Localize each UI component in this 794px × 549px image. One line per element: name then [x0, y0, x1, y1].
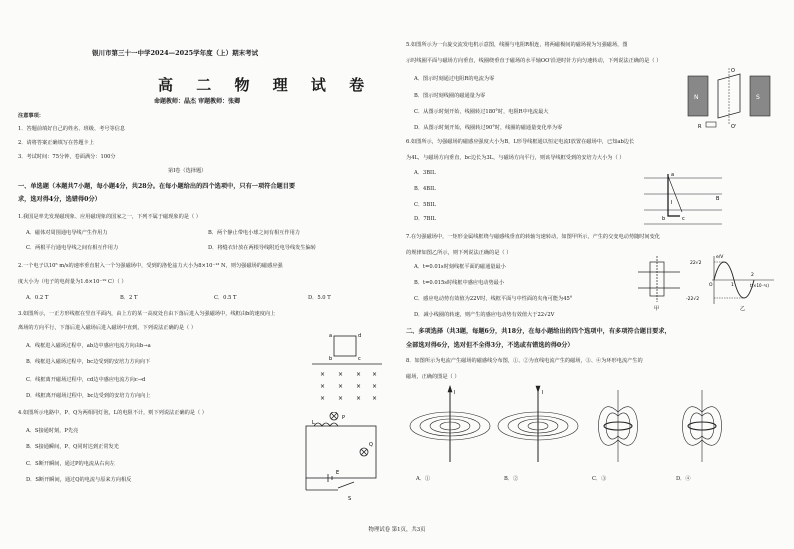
- q4-circuit: [298, 412, 382, 504]
- label-b: b: [329, 356, 333, 362]
- label-b-field: B: [716, 196, 720, 202]
- q5-generator-figure: [684, 66, 774, 132]
- q8-field-diagrams: [406, 382, 778, 474]
- q4-option-d: D．S断开瞬间，通过Q的电流与原来方向相反: [26, 477, 132, 483]
- svg-text:×: ×: [356, 395, 362, 402]
- q2-option-c: C．0.5 T: [214, 295, 237, 301]
- label-yi: 乙: [740, 306, 746, 312]
- label-1: 1: [731, 283, 734, 288]
- q6-figure: [638, 168, 728, 228]
- label-c: c: [682, 216, 685, 222]
- label-c: c: [358, 356, 361, 362]
- notice-item: 1．答题前填好自己的姓名、班级、考号等信息: [18, 126, 126, 132]
- page-title: 高 二 物 理 试 卷: [158, 76, 374, 94]
- q6-stem: 6.如图所示，匀强磁场的磁感应强度大小为B，L形导线框通以恒定电流I放置在磁场中，已知ab边长: [406, 139, 635, 145]
- volume-label: 第Ⅰ卷（选择题）: [168, 168, 207, 174]
- authors-line: 命题教师：晶杰 审题教师：张卿: [154, 98, 241, 105]
- q5-stem-cont: 示时线圈平面与磁场方向垂直，线圈绕垂直于磁场的水平轴OO'沿逆时针方向匀速转动，下列说法正确的是（ ）: [406, 58, 662, 64]
- q3-figure: [306, 328, 386, 406]
- q6-option-b: B．4BIL: [414, 186, 436, 192]
- q7-option-c: C．感应电动势有效值为22V时，线框平面与中性面的夹角可能为45°: [414, 296, 573, 302]
- q8-stem-cont: 磁场，正确的图是（ ）: [406, 374, 460, 380]
- label-i-1: I: [454, 390, 456, 396]
- figure-yi: [712, 256, 774, 304]
- section-heading-2: 二、多项选择（共3题，每题6分，共18分，在每小题给出的四个选项中，有多项符合题目要求，: [406, 328, 671, 335]
- label-i-2: I: [542, 390, 544, 396]
- label-d: d: [358, 333, 362, 339]
- q4-option-a: A．S接通时刻，P先亮: [26, 428, 79, 434]
- magnet-s: [750, 76, 770, 116]
- svg-text:×: ×: [356, 383, 362, 390]
- notice-item: 3．考试时间：75分钟，卷面满分：100分: [18, 154, 116, 160]
- label-o: O: [731, 68, 735, 74]
- q7-stem: 7.在匀强磁场中，一矩形金属线框绕与磁感线垂直的转轴匀速转动，如图甲所示，产生的交变电动势随时间变化: [406, 234, 660, 240]
- svg-text:×: ×: [356, 371, 362, 378]
- svg-text:×: ×: [338, 371, 344, 378]
- label-s: S: [348, 496, 352, 502]
- label-p: P: [342, 415, 346, 421]
- q2-option-d: D．5.0 T: [308, 295, 331, 301]
- q6-option-c: C．5BIL: [414, 202, 436, 208]
- q1-option-c: C．两根平行通电导线之间有相互作用力: [26, 245, 119, 251]
- label-a: a: [329, 333, 333, 339]
- notice-heading: 注意事项：: [18, 113, 44, 119]
- svg-text:×: ×: [320, 383, 326, 390]
- q4-stem: 4.如图所示电路中，P、Q为两相同灯泡，L的电阻不计，则下列说法正确的是（ ）: [18, 410, 207, 416]
- q8-option-d: D．④: [676, 476, 691, 482]
- q3-stem-cont: 离场的方向平行，下落后进入磁场后进入磁场中直到，下列说法正确的是（ ）: [18, 325, 197, 331]
- q8-option-b: B．②: [504, 476, 519, 482]
- q4-option-b: B．S接通瞬间，P、Q同时达到正常发光: [26, 444, 119, 450]
- svg-text:×: ×: [320, 395, 326, 402]
- q5-option-c: C．从图示时刻开始，线圈转过180°时，电阻R中电流最大: [414, 109, 549, 115]
- q2-stem-cont: 度大小为（电子的电荷量为1.6×10⁻¹⁹ C）（ ）: [18, 279, 127, 285]
- section-heading-1: 一、单选题（本题共7小题，每小题4分，共28分。在每小题给出的四个选项中，只有一项符合题目要: [18, 183, 296, 190]
- q5-option-a: A．图示时刻通过电阻R的电流为零: [414, 76, 495, 82]
- q2-option-b: B．2 T: [120, 295, 138, 301]
- q3-option-d: D．线框离开磁场过程中，bc边受到的安培力方向向上: [26, 393, 151, 399]
- q5-stem: 5.如图所示为一台旋交流发电机示意图，线圈与电阻R相连，将两磁极间的磁场视为匀强磁场，图: [406, 42, 628, 48]
- q1-option-b: B．两个静止带电小球之间有相互作用力: [208, 230, 300, 236]
- label-neg-22root2: -22√2: [686, 297, 700, 302]
- q4-option-c: C．S断开瞬间，通过P的电流从右向左: [26, 461, 115, 467]
- label-b: b: [662, 216, 666, 222]
- q1-option-d: D．将缝衣针放在两根导线附近电导线发生偏转: [208, 245, 316, 251]
- label-s: S: [756, 94, 760, 101]
- q5-option-d: D．从图示时刻开始，线圈转过90°时，线圈的磁通量变化率为零: [414, 125, 563, 131]
- label-n: N: [694, 94, 699, 101]
- diagram-4: [683, 390, 722, 462]
- q2-stem: 2.一个电子以10⁵ m/s的速率垂直射入一个匀强磁场中，受到的洛伦兹力大小为8×10⁻¹³ N，则匀强磁场的磁感应强: [18, 263, 283, 269]
- q1-stem: 1.我国是率先发现磁现象、应用磁现象的国家之一，下列不属于磁现象的是（ ）: [18, 214, 201, 220]
- square-frame: [334, 336, 356, 356]
- svg-text:×: ×: [338, 383, 344, 390]
- q6-option-a: A．3BIL: [414, 170, 436, 176]
- q1-option-a: A．磁体对周围通电导线产生作用力: [26, 230, 108, 236]
- magnetic-field-crosses: [320, 371, 377, 402]
- label-e: E: [336, 470, 340, 476]
- diagram-2: [498, 386, 578, 462]
- q7-option-a: A．t=0.01s时刻线框平面的磁通量最小: [414, 264, 506, 270]
- q5-option-b: B．图示时刻线圈的磁通量为零: [414, 93, 486, 99]
- school-header: 银川市第三十一中学2024—2025学年度（上）期末考试: [92, 49, 259, 57]
- label-q: Q: [369, 442, 373, 448]
- svg-text:×: ×: [320, 371, 326, 378]
- section-heading-2-cont: 全部选对得6分，选对但不全得3分，不选或有错选的得0分）: [406, 342, 574, 349]
- section-heading-1-cont: 求，选对得4分，选错得0分）: [18, 196, 101, 203]
- diagram-1: [410, 386, 490, 462]
- q6-stem-cont: 为4L，与磁场方向垂直，bc边长为3L，与磁场方向平行，则该导线框受到的安培力大小为（ ）: [406, 155, 625, 161]
- label-r: R: [698, 124, 702, 130]
- label-i: I: [671, 200, 673, 206]
- resistor-r: [706, 122, 716, 127]
- q3-option-a: A．线框进入磁场过程中，ab边中感应电流方向由b→a: [26, 343, 151, 349]
- q8-stem: 8．如图所示为电流产生磁场的磁感线分布图，①、②为直线电流产生的磁场，③、④为环形电流产生的: [406, 358, 643, 364]
- q3-option-b: B．线框进入磁场过程中，bc边受到的安培力方向向下: [26, 359, 151, 365]
- q6-option-d: D．7BIL: [414, 216, 436, 222]
- figure-jia: [638, 256, 680, 302]
- label-jia: 甲: [654, 306, 660, 312]
- label-l: L: [312, 420, 315, 426]
- svg-text:×: ×: [372, 371, 378, 378]
- notice-item: 2．请将答案正确填写在答题卡上: [18, 140, 94, 146]
- label-ev: e/V: [716, 255, 724, 260]
- label-a: a: [671, 172, 675, 178]
- svg-text:×: ×: [372, 395, 378, 402]
- q2-option-a: A．0.2 T: [26, 295, 49, 301]
- label-time-axis: t(×10⁻²s): [750, 283, 769, 288]
- svg-text:×: ×: [372, 383, 378, 390]
- diagram-3: [599, 390, 638, 462]
- q8-option-a: A．①: [416, 476, 431, 482]
- q7-option-b: B．t=0.015s时线框中感应电动势最小: [414, 280, 505, 286]
- q7-option-d: D．减小线圈的转速，则产生的感应电动势有效值大于22√2V: [414, 312, 555, 318]
- q3-stem: 3.如图所示，一正方形线框在竖直平面内，由上方的某一高度处自由下落后进入匀强磁场中，线框由b的速度向上: [18, 311, 276, 317]
- q8-option-c: C．③: [592, 476, 607, 482]
- label-2: 2: [751, 273, 754, 278]
- q3-option-c: C．线框离开磁场过程中，cd边中感应电流方向c→d: [26, 377, 146, 383]
- label-o-prime: O': [731, 124, 737, 130]
- page-footer: 物理试卷 第1页，共3页: [368, 527, 426, 533]
- q7-stem-cont: 的规律如图乙所示，则下列说法正确的是（ ）: [406, 250, 512, 256]
- label-origin: O: [709, 283, 713, 288]
- svg-text:×: ×: [338, 395, 344, 402]
- q7-figure: [634, 252, 776, 312]
- label-22root2: 22√2: [690, 261, 702, 266]
